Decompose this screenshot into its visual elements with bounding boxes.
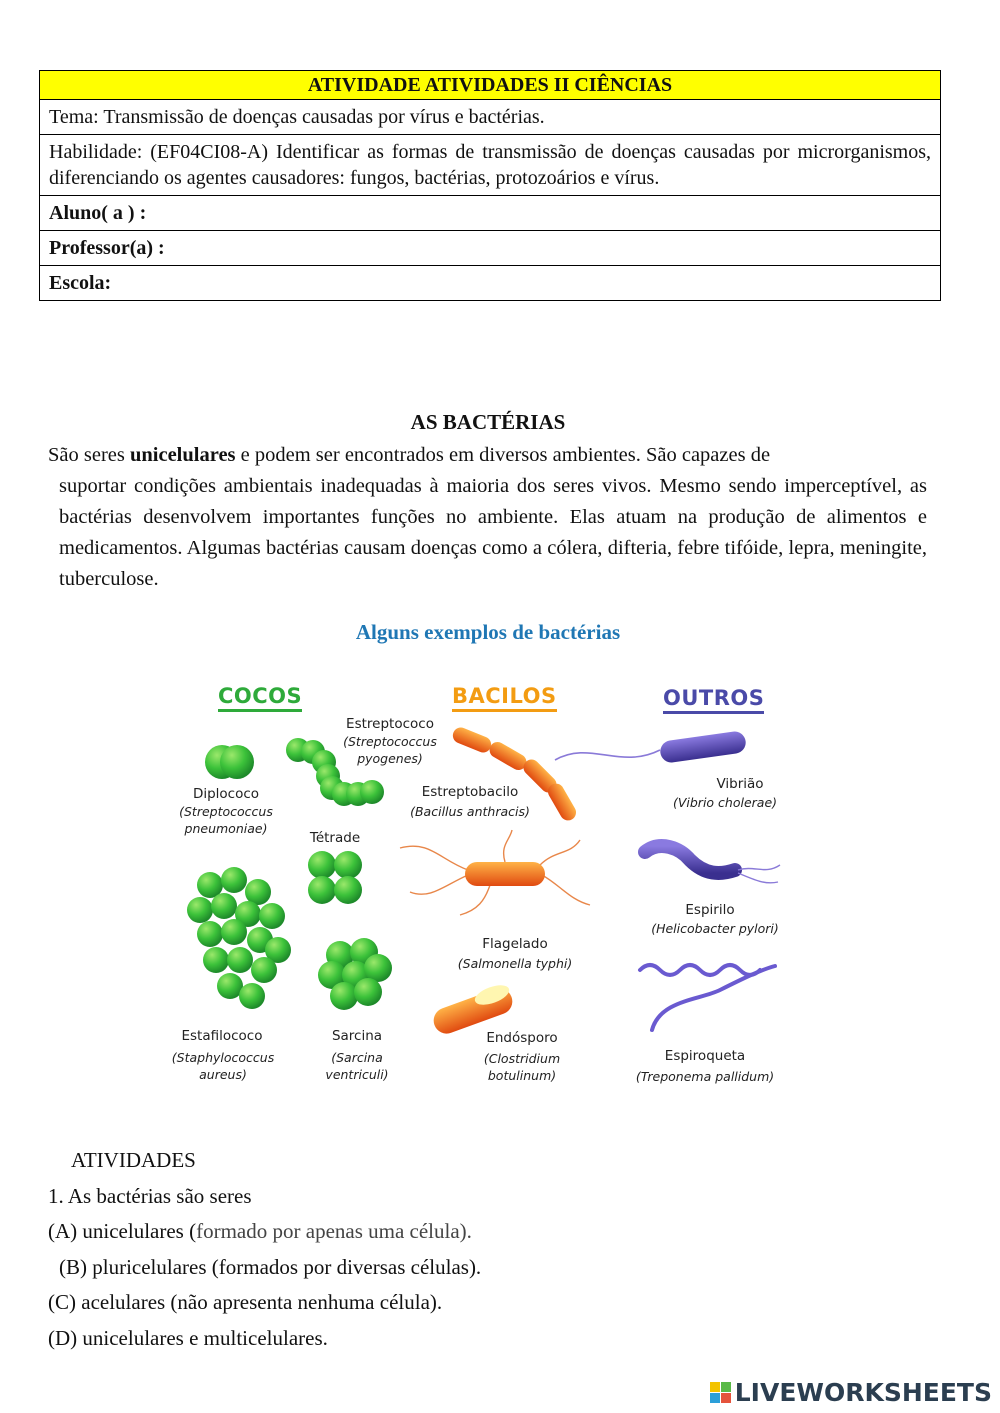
sci-sarcina: (Sarcina ventriculi) bbox=[325, 1050, 389, 1082]
sci-flagelado: (Salmonella typhi) bbox=[457, 956, 573, 971]
intro-pre: São seres bbox=[48, 444, 130, 466]
sci-vibriao: (Vibrio cholerae) bbox=[672, 795, 778, 810]
aluno-field[interactable]: Aluno( a ) : bbox=[40, 196, 941, 231]
sci-endosporo: (Clostridium botulinum) bbox=[483, 1051, 561, 1083]
sci-diplococo: (Streptococcus pneumoniae) bbox=[179, 804, 273, 836]
flagelado-shape bbox=[400, 830, 590, 915]
liveworksheets-logo-icon bbox=[710, 1382, 731, 1403]
label-diplococo: Diplococo bbox=[192, 786, 260, 802]
option-a-suffix: formado por apenas uma célula). bbox=[196, 1219, 472, 1243]
endosporo-shape bbox=[430, 981, 516, 1037]
category-outros-underline bbox=[663, 711, 764, 714]
tetrade-shape bbox=[308, 851, 362, 904]
option-d[interactable]: (D) unicelulares e multicelulares. bbox=[48, 1325, 328, 1350]
diplococo-shape bbox=[205, 745, 254, 779]
label-tetrade: Tétrade bbox=[309, 830, 361, 846]
intro-paragraph bbox=[48, 440, 927, 595]
label-flagelado: Flagelado bbox=[482, 936, 548, 952]
worksheet-title: ATIVIDADE ATIVIDADES II CIÊNCIAS bbox=[40, 71, 941, 100]
section-title: AS BACTÉRIAS bbox=[410, 410, 566, 434]
category-cocos bbox=[218, 684, 302, 712]
habilidade-row: Habilidade: (EF04CI08-A) Identificar as formas de transmissão de doenças causadas por microrganismos, diferenciando os agentes causadores: fungos, bactérias, protozoários e vírus. bbox=[40, 135, 941, 196]
label-estreptobacilo: Estreptobacilo bbox=[421, 784, 519, 800]
category-bacilos bbox=[452, 684, 557, 712]
sci-espiroqueta: (Treponema pallidum) bbox=[635, 1069, 775, 1084]
option-a[interactable] bbox=[48, 1214, 481, 1250]
espiroqueta-shape bbox=[640, 965, 775, 1030]
vibriao-shape bbox=[555, 730, 747, 764]
category-bacilos-underline bbox=[452, 709, 557, 712]
question-1: 1. As bactérias são seres bbox=[48, 1183, 252, 1208]
escola-field[interactable]: Escola: bbox=[40, 266, 941, 301]
label-estafilococo: Estafilococo bbox=[181, 1028, 263, 1044]
logo-square-blue bbox=[710, 1393, 720, 1403]
category-outros-text: OUTROS bbox=[663, 686, 765, 710]
liveworksheets-footer bbox=[710, 1378, 992, 1407]
label-sarcina: Sarcina bbox=[331, 1028, 383, 1044]
bacteria-figure bbox=[160, 670, 800, 1100]
liveworksheets-brand: LIVEWORKSHEETS bbox=[734, 1378, 992, 1407]
category-cocos-text: COCOS bbox=[218, 684, 303, 708]
header-table bbox=[39, 70, 941, 301]
espirilo-shape bbox=[645, 846, 780, 883]
estafilococo-shape bbox=[187, 867, 291, 1009]
activities-heading: ATIVIDADES bbox=[71, 1148, 196, 1172]
label-endosporo: Endósporo bbox=[486, 1030, 558, 1046]
category-outros bbox=[663, 686, 764, 714]
examples-title: Alguns exemplos de bactérias bbox=[355, 620, 621, 644]
label-espirilo: Espirilo bbox=[685, 902, 735, 918]
sci-estreptobacilo: (Bacillus anthracis) bbox=[410, 804, 530, 819]
label-vibriao: Vibrião bbox=[716, 776, 764, 792]
sarcina-shape bbox=[318, 938, 392, 1010]
activities-section bbox=[48, 1143, 481, 1356]
intro-first-line bbox=[48, 440, 927, 471]
logo-square-green bbox=[721, 1382, 731, 1392]
logo-square-yellow bbox=[710, 1382, 720, 1392]
category-bacilos-text: BACILOS bbox=[452, 684, 557, 708]
sci-estafilococo: (Staphylococcus aureus) bbox=[171, 1050, 275, 1082]
option-c[interactable]: (C) acelulares (não apresenta nenhuma célula). bbox=[48, 1290, 443, 1314]
intro-post: e podem ser encontrados em diversos ambientes. São capazes de bbox=[235, 444, 771, 466]
option-a-prefix: (A) unicelulares ( bbox=[48, 1219, 197, 1243]
tema-row: Tema: Transmissão de doenças causadas por vírus e bactérias. bbox=[40, 100, 941, 135]
professor-field[interactable]: Professor(a) : bbox=[40, 231, 941, 266]
option-b[interactable]: (B) pluricelulares (formados por diversas células). bbox=[59, 1254, 482, 1279]
intro-bold: unicelulares bbox=[129, 444, 236, 466]
category-cocos-underline bbox=[218, 709, 302, 712]
intro-rest: suportar condições ambientais inadequadas à maioria dos seres vivos. Mesmo sendo imperceptível, as bactérias desenvolvem importantes funções no ambiente. Elas atuam na produção de alimentos e medicamentos. Algumas bactérias causam doenças como a cólera, difteria, febre tifóide, lepra, meningite, tuberculose. bbox=[59, 475, 927, 590]
sci-estreptococo: (Streptococcus pyogenes) bbox=[343, 734, 437, 766]
label-espiroqueta: Espiroqueta bbox=[664, 1048, 746, 1064]
logo-square-red bbox=[721, 1393, 731, 1403]
label-estreptococo: Estreptococo bbox=[346, 716, 434, 732]
sci-espirilo: (Helicobacter pylori) bbox=[651, 921, 779, 936]
